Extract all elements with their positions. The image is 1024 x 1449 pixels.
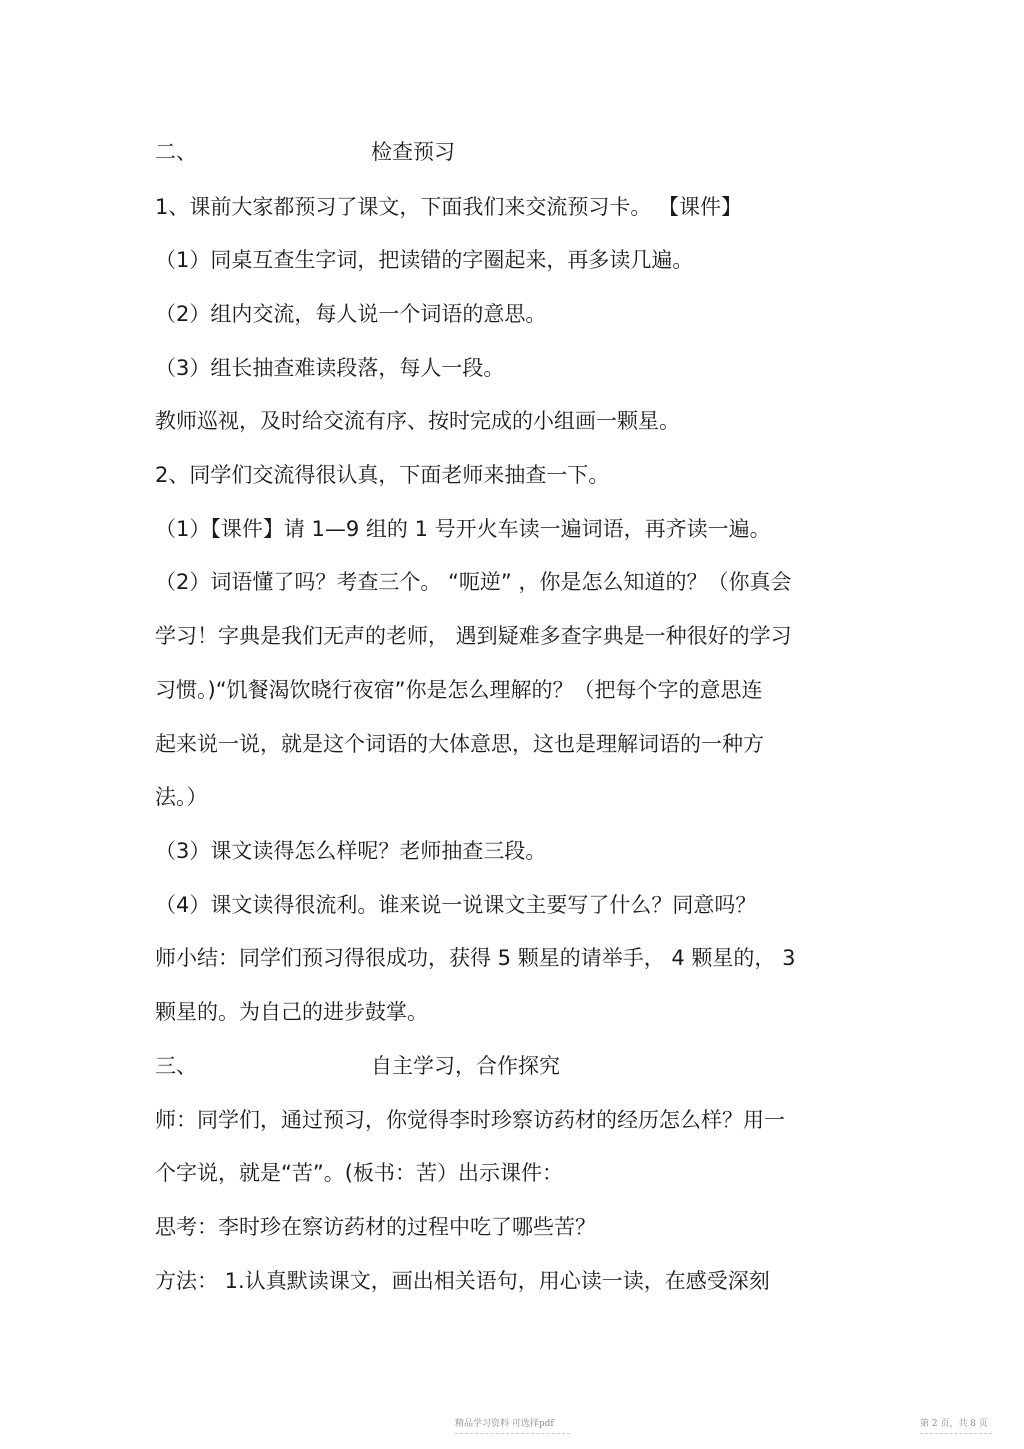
- text-line: （3）课文读得怎么样呢？老师抽查三段。: [155, 839, 547, 863]
- text-line: （1）【课件】请 1—9 组的 1 号开火车读一遍词语，再齐读一遍。: [155, 517, 771, 541]
- text-line: 1、课前大家都预习了课文，下面我们来交流预习卡。 【课件】: [155, 195, 743, 219]
- text-line: 法。）: [155, 785, 208, 809]
- section-number: 三、: [155, 1054, 197, 1078]
- section-title: 检查预习: [371, 140, 455, 164]
- footer-source: 精品学习资料 可选择pdf: [455, 1419, 554, 1429]
- text-line: 颗星的。为自己的进步鼓掌。: [155, 1000, 428, 1024]
- text-line: 学习！字典是我们无声的老师， 遇到疑难多查字典是一种很好的学习: [155, 624, 792, 648]
- text-line: （4）课文读得很流利。谁来说一说课文主要写了什么？同意吗？: [155, 893, 757, 917]
- text-line: 思考：李时珍在察访药材的过程中吃了哪些苦？: [155, 1215, 596, 1239]
- page-number: 第 2 页，共 8 页: [920, 1419, 988, 1429]
- text-line: （3）组长抽查难读段落，每人一段。: [155, 356, 505, 380]
- text-line: 个字说，就是“苦”。(板书：苦）出示课件：: [155, 1161, 563, 1185]
- text-line: 2、同学们交流得很认真，下面老师来抽查一下。: [155, 463, 610, 487]
- text-line: （2）词语懂了吗？考查三个。 “呃逆” ，你是怎么知道的？（你真会: [155, 570, 792, 594]
- text-line: 师：同学们，通过预习，你觉得李时珍察访药材的经历怎么样？用一: [155, 1108, 785, 1132]
- section-title: 自主学习，合作探究: [371, 1054, 560, 1078]
- text-line: （1）同桌互查生字词，把读错的字圈起来，再多读几遍。: [155, 248, 694, 272]
- text-line: 师小结：同学们预习得很成功，获得 5 颗星的请举手， 4 颗星的， 3: [155, 946, 796, 970]
- footer-divider: [455, 1433, 570, 1434]
- text-line: 起来说一说，就是这个词语的大体意思，这也是理解词语的一种方: [155, 732, 764, 756]
- text-line: 习惯。)“饥餐渴饮晓行夜宿”你是怎么理解的？（把每个字的意思连: [155, 678, 763, 702]
- text-line: 教师巡视，及时给交流有序、按时完成的小组画一颗星。: [155, 409, 680, 433]
- text-line: （2）组内交流，每人说一个词语的意思。: [155, 302, 547, 326]
- text-line: 方法： 1.认真默读课文，画出相关语句，用心读一读，在感受深刻: [155, 1269, 770, 1293]
- footer-divider: [920, 1433, 992, 1434]
- section-number: 二、: [155, 140, 197, 164]
